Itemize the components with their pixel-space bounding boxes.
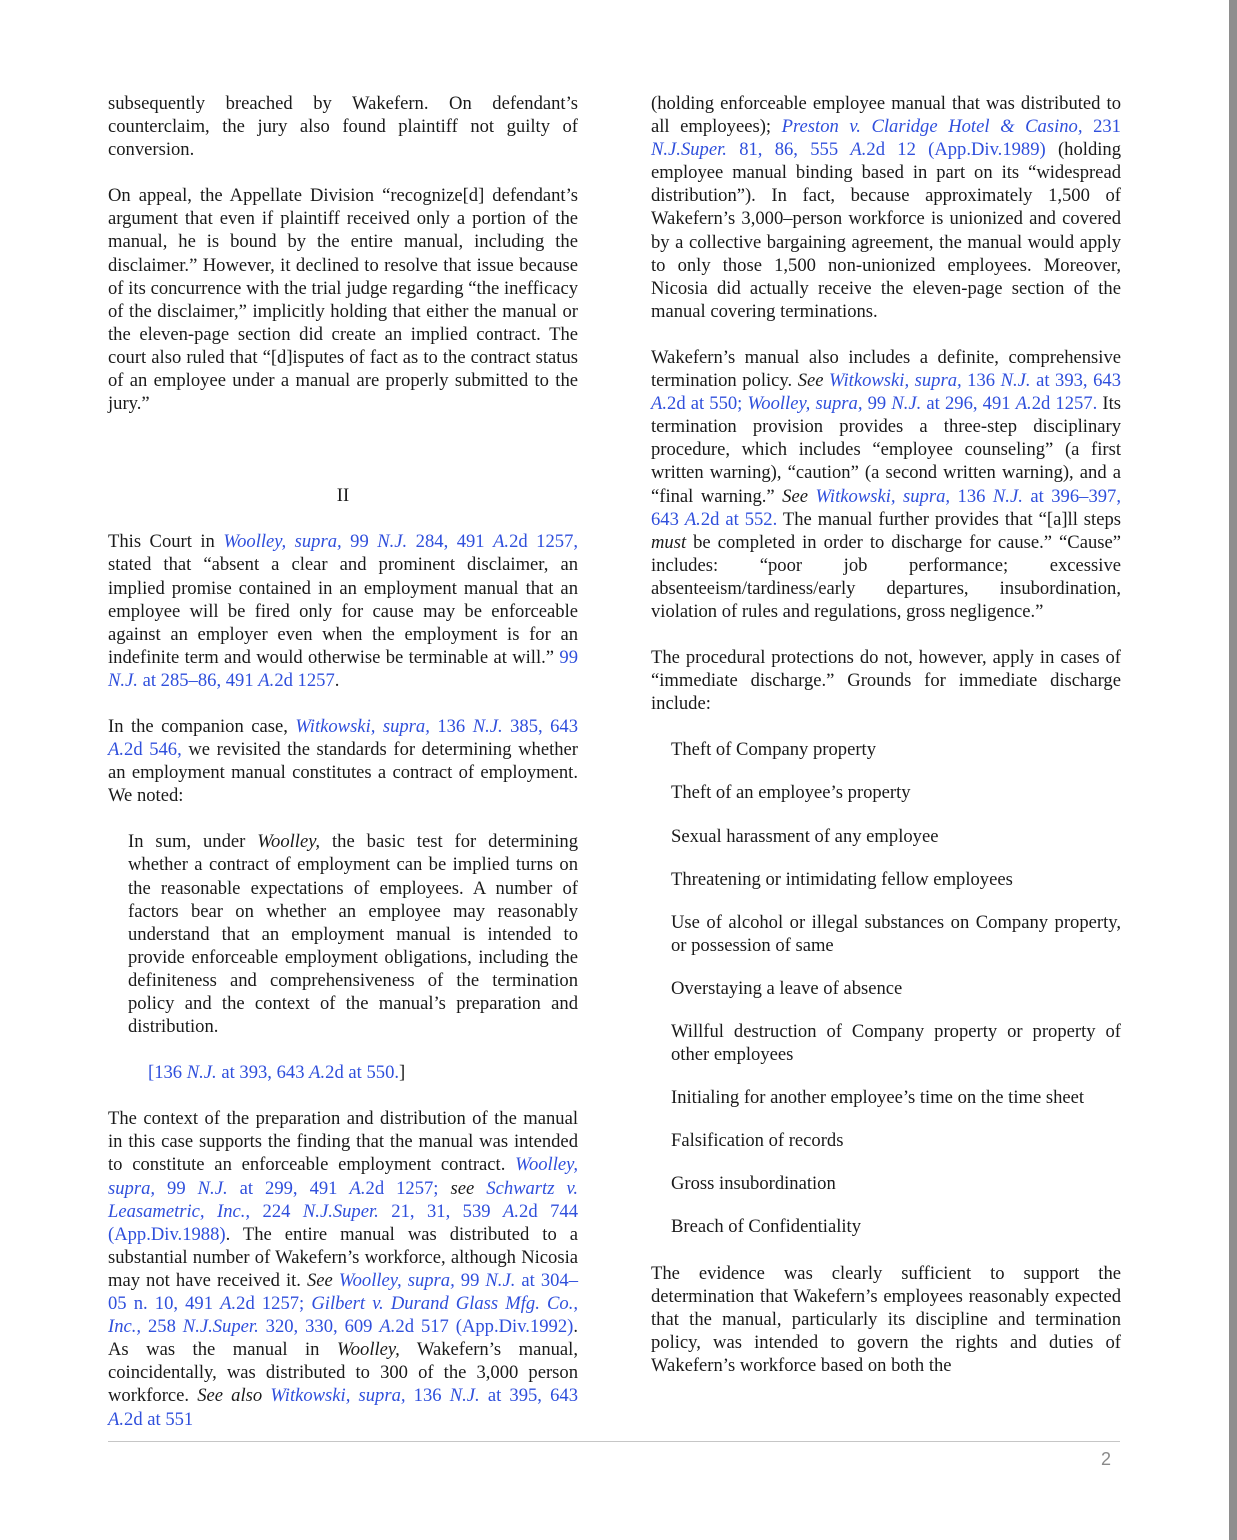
paragraph-termination-policy: Wakefern’s manual also includes a definite, comprehensive termination policy. See Witkowski, supra, 136 N.J. at 393, 643 A.2d at 550; Woolley, supra, 99 N.J. at 296, 491 A.2d 1257. Its termination provision provides a three-step disciplinary procedure, which includes “employee counseling” (a first written warning), “caution” (a second written warning), and a “final warning.” See Witkowski, supra, 136 N.J. at 396–397, 643 A.2d at 552. The manual further provides that “[a]ll steps must be completed in order to discharge for cause.” “Cause” includes: “poor job performance; excessive absenteeism/tardiness/early departures, insubordination, violation of rules and regulations, gross negligence.” (651, 346, 1121, 622)
list-item: Willful destruction of Company property or property of other employees (671, 1021, 1121, 1066)
list-item: Sexual harassment of any employee (671, 825, 939, 847)
list-item: Overstaying a leave of absence (671, 977, 903, 999)
citation-link-gilbert[interactable]: Gilbert v. Durand Glass Mfg. Co., Inc., 258 N.J.Super. 320, 330, 609 A.2d 517 (App.Div.1992) (108, 1293, 578, 1338)
paragraph-witkowski-companion: In the companion case, Witkowski, supra, 136 N.J. 385, 643 A.2d 546, we revisited the standards for determining whether an employment manual constitutes a contract of employment. We noted: (108, 715, 578, 807)
paragraph-woolley-holding: This Court in Woolley, supra, 99 N.J. 284, 491 A.2d 1257, stated that “absent a clear and prominent disclaimer, an implied promise contained in an employment manual that an employee will be fired only for cause may be enforceable against an employer even when the employment is for an indefinite term and would otherwise be terminable at will.” 99 N.J. at 285–86, 491 A.2d 1257. (108, 531, 579, 691)
citation-link-woolley-pin[interactable]: 99 N.J. at 285–86, 491 A.2d 1257 (108, 646, 578, 691)
citation-link-witkowski-pin[interactable]: 136 N.J. at 393, 643 A.2d at 550. (154, 1062, 400, 1084)
citation-link-witkowski[interactable]: Witkowski, supra, 136 N.J. 385, 643 A.2d 546, (108, 715, 578, 761)
list-item: Theft of Company property (671, 739, 876, 761)
paragraph-jury-verdict: subsequently breached by Wakefern. On defendant’s counterclaim, the jury also found plaintiff not guilty of conversion. (108, 93, 578, 161)
footer-divider (108, 1441, 1120, 1442)
block-quote-witkowski: In sum, under Woolley, the basic test for determining whether a contract of employment can be implied turns on the reasonable expectations of employees. A number of factors bear on whether an employee may reasonably understand that an employment manual is intended to provide enforceable employment obligations, including the definiteness and comprehensiveness of the termination policy and the context of the manual’s preparation and distribution. (128, 831, 578, 1038)
paragraph-manual-context: The context of the preparation and distribution of the manual in this case supports the finding that the manual was intended to constitute an enforceable employment contract. Woolley, supra, 99 N.J. at 299, 491 A.2d 1257; see Schwartz v. Leasametric, Inc., 224 N.J.Super. 21, 31, 539 A.2d 744 (App.Div.1988). The entire manual was distributed to a substantial number of Wakefern’s workforce, although Nicosia may not have received it. See Woolley, supra, 99 N.J. at 304–05 n. 10, 491 A.2d 1257; Gilbert v. Durand Glass Mfg. Co., Inc., 258 N.J.Super. 320, 330, 609 A.2d 517 (App.Div.1992). As was the manual in Woolley, Wakefern’s manual, coincidentally, was distributed to 300 of the 3,000 person workforce. See also Witkowski, supra, 136 N.J. at 395, 643 A.2d at 551 (108, 1108, 579, 1430)
paragraph-immediate-discharge: The procedural protections do not, however, apply in cases of “immediate discharge.” Grounds for immediate discharge include: (651, 647, 1121, 715)
citation-link-witkowski-396[interactable]: Witkowski, supra, 136 N.J. at 396–397, 643 A.2d at 552. (651, 485, 1121, 530)
citation-link-woolley-296[interactable]: Woolley, supra, 99 N.J. at 296, 491 A.2d 1257. (747, 393, 1098, 415)
discharge-grounds-list (651, 738, 1121, 1238)
list-item: Breach of Confidentiality (671, 1216, 862, 1238)
page-number: 2 (1100, 1449, 1111, 1469)
block-quote-citation: [136 N.J. at 393, 643 A.2d at 550.] (148, 1062, 406, 1084)
citation-link-preston[interactable]: Preston v. Claridge Hotel & Casino, 231 N.J.Super. 81, 86, 555 A.2d 12 (App.Div.1989) (651, 116, 1121, 161)
section-heading-ii: II (336, 485, 350, 507)
right-column (651, 92, 1121, 1377)
list-item: Use of alcohol or illegal substances on Company property, or possession of same (671, 911, 1121, 956)
citation-link-schwartz[interactable]: Schwartz v. Leasametric, Inc., 224 N.J.Super. 21, 31, 539 A.2d 744 (App.Div.1988) (108, 1177, 578, 1245)
left-column (108, 92, 578, 1431)
citation-link-witkowski-393[interactable]: Witkowski, supra, 136 N.J. at 393, 643 A.2d at 550; (651, 370, 1121, 415)
scrollbar-edge[interactable] (1229, 0, 1237, 1540)
citation-link-woolley-304[interactable]: Woolley, supra, 99 N.J. at 304–05 n. 10, 491 A.2d 1257; (108, 1269, 579, 1315)
paragraph-evidence-sufficient: The evidence was clearly sufficient to support the determination that Wakefern’s employees reasonably expected that the manual, particularly its discipline and termination policy, was intended to govern the rights and duties of Wakefern’s workforce based on both the (651, 1262, 1121, 1376)
list-item: Threatening or intimidating fellow employees (671, 868, 1013, 890)
citation-link-woolley[interactable]: Woolley, supra, 99 N.J. 284, 491 A.2d 1257, (223, 531, 579, 553)
citation-link-witkowski-395[interactable]: Witkowski, supra, 136 N.J. at 395, 643 A.2d at 551 (108, 1385, 578, 1430)
list-item: Falsification of records (671, 1130, 844, 1152)
citation-link-woolley-299[interactable]: Woolley, supra, 99 N.J. at 299, 491 A.2d 1257; (108, 1154, 578, 1199)
paragraph-appellate-division: On appeal, the Appellate Division “recognize[d] defendant’s argument that even if plaintiff received only a portion of the manual, he is bound by the entire manual, including the disclaimer.” However, it declined to resolve that issue because of its concurrence with the trial judge regarding “the inefficacy of the disclaimer,” implicitly holding that either the manual or the eleven-page section did create an implied contract. The court also ruled that “[d]isputes of fact as to the contract status of an employee under a manual are properly submitted to the jury.” (108, 185, 578, 415)
list-item: Initialing for another employee’s time on the time sheet (671, 1087, 1085, 1109)
paragraph-distribution: (holding enforceable employee manual that was distributed to all employees); Preston v. Claridge Hotel & Casino, 231 N.J.Super. 81, 86, 555 A.2d 12 (App.Div.1989) (holding employee manual binding based in part on its “widespread distribution”). In fact, because approximately 1,500 of Wakefern’s 3,000–person workforce is unionized and covered by a collective bargaining agreement, the manual would apply to only those 1,500 non-unionized employees. Moreover, Nicosia did actually receive the eleven-page section of the manual covering terminations. (651, 93, 1121, 322)
list-item: Theft of an employee’s property (671, 782, 911, 804)
list-item: Gross insubordination (671, 1173, 836, 1195)
